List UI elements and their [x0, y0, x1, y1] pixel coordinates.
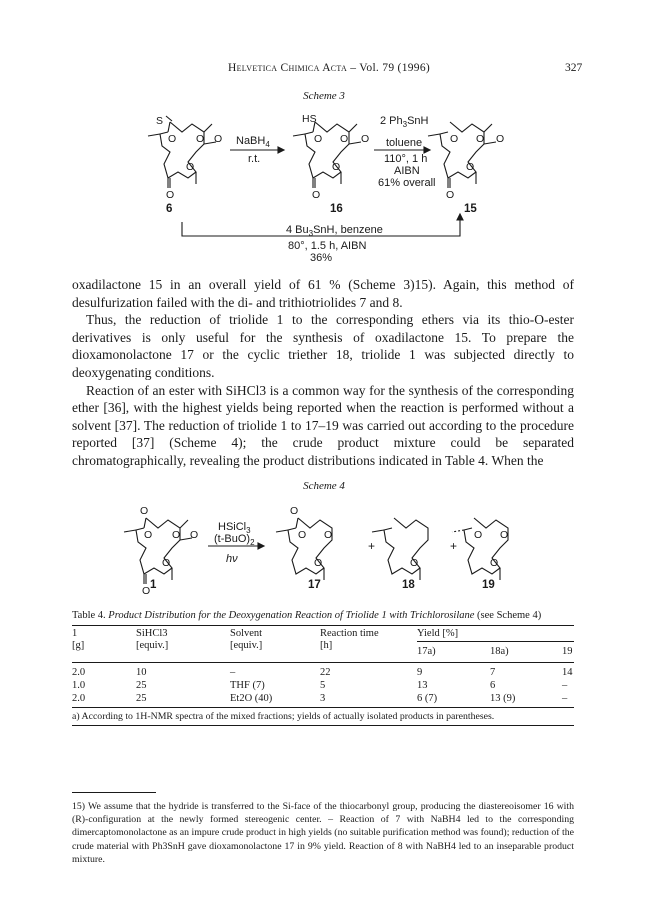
page-number: 327 [565, 62, 583, 74]
footnote-rule [72, 792, 156, 793]
col-header-time: Reaction time [320, 628, 379, 639]
col-header-yield: Yield [%] [417, 628, 459, 639]
compound-label-17: 17 [308, 579, 321, 591]
svg-text:O: O [490, 557, 499, 569]
svg-text:O: O [361, 133, 370, 145]
scheme-4-reagent-hv: hν [226, 553, 238, 565]
svg-text:O: O [312, 189, 321, 201]
scheme-3-reagent-rt: r.t. [248, 153, 261, 165]
scheme-3-title: Scheme 3 [303, 90, 345, 102]
table-4-caption: Table 4. Product Distribution for the Deoxygenation Reaction of Triolide 1 with Trichlorosilane (see Scheme 4) [72, 610, 542, 621]
plus-sign-2: + [450, 539, 458, 553]
svg-text:O: O [214, 133, 223, 145]
scheme-4-title: Scheme 4 [303, 480, 345, 492]
table-4-footnote: a) According to 1H-NMR spectra of the mixed fractions; yields of actually isolated products in parentheses. [72, 711, 495, 722]
table-4: 1 [g] SiHCl3 [equiv.] Solvent [equiv.] Reaction time [h] Yield [%] 17a) 18a) 19 2.0 1.0 2.0 10 25 25 – THF (7) Et2O (40) 22 5 3 9 13 6 (7) 7 6 13 (9) 14 – – a) According to 1H-NMR spectra of the mixed fractions; yields of actually isolated products in parentheses. [72, 625, 574, 726]
scheme-4-reagent-hsicl3: HSiCl$_3$ [218, 521, 251, 535]
svg-text:O: O [144, 529, 153, 541]
col-header-17: 17a) [417, 646, 436, 657]
paragraph-1: oxadilactone 15 in an overall yield of 61 % (Scheme 3)15). Again, this method of desulfurization failed with the di- and trithiotriolides 7 and 8. [72, 277, 574, 310]
body-text [72, 276, 574, 470]
compound-1-structure [124, 518, 192, 584]
col-header-18: 18a) [490, 646, 509, 657]
svg-text:O: O [450, 133, 459, 145]
scheme-3-reagent-toluene: toluene [386, 137, 423, 149]
scheme-3-reagent-yield: 61% overall [378, 177, 436, 189]
svg-text:O: O [314, 557, 323, 569]
compound-label-1: 1 [150, 579, 157, 591]
scheme-3-bottom-yield: 36% [310, 252, 333, 264]
compound-17-structure [276, 518, 332, 580]
plus-sign-1: + [368, 539, 376, 553]
svg-text:O: O [298, 529, 307, 541]
col-header-19: 19 [562, 646, 573, 657]
compound-18-structure [372, 518, 428, 580]
svg-text:S: S [156, 115, 164, 127]
table-row: 2.0 [72, 667, 86, 678]
compound-label-6: 6 [166, 203, 173, 215]
svg-text:O: O [142, 585, 151, 597]
svg-text:O: O [172, 529, 181, 541]
scheme-4-reagent-tbuo: $(t-BuO)_2$ [214, 533, 255, 547]
svg-text:O: O [332, 161, 341, 173]
compound-label-15: 15 [464, 203, 477, 215]
col-header-mass: 1 [72, 628, 78, 639]
footnote-marker: 15) [72, 801, 86, 812]
col-header-solvent: Solvent [230, 628, 263, 639]
svg-text:O: O [162, 557, 171, 569]
svg-text:O: O [186, 161, 195, 173]
scheme-3-reagent-aibn: AIBN [394, 165, 420, 177]
svg-text:O: O [476, 133, 485, 145]
svg-text:O: O [196, 133, 205, 145]
paragraph-3: Reaction of an ester with SiHCl3 is a common way for the synthesis of the corresponding ether [36], with the highest yields being reported when the reaction is performed without a solvent [37]. The reduction of triolide 1 to 17–19 was carried out according to the procedure reported [37] (Scheme 4); the crude product mixture could be separated chromatographically, revealing the product distributions indicated in Table 4. When the [72, 382, 574, 468]
svg-text:O: O [190, 529, 199, 541]
scheme-3-bottom-reagent: 4 $Bu_3SnH$, benzene [286, 224, 383, 238]
svg-text:O: O [168, 133, 177, 145]
compound-label-16: 16 [330, 203, 343, 215]
scheme-3-reagent-temp: 110°, 1 h [384, 153, 428, 165]
svg-text:O: O [496, 133, 505, 145]
scheme-3-reagent-nabh4: NaBH$_4$ [236, 135, 270, 149]
compound-15-structure [428, 122, 496, 188]
svg-text:O: O [446, 189, 455, 201]
col-header-sihcl3: SiHCl3 [136, 628, 168, 639]
svg-text:O: O [140, 505, 149, 517]
compound-16-structure [293, 122, 361, 188]
journal-header: Helvetica Chimica Acta – Vol. 79 (1996) [228, 62, 431, 74]
svg-text:O: O [166, 189, 175, 201]
scheme-4-diagram [118, 500, 528, 600]
svg-text:O: O [410, 557, 419, 569]
compound-19-structure [452, 518, 508, 580]
svg-text:O: O [474, 529, 483, 541]
scheme-3-diagram [130, 112, 510, 264]
scheme-3-reagent-ph3snh: 2 $Ph_3SnH$ [380, 115, 429, 129]
footnote-15 [72, 800, 574, 866]
svg-text:O: O [324, 529, 333, 541]
svg-text:O: O [500, 529, 509, 541]
scheme-3-bottom-conditions: 80°, 1.5 h, AIBN [288, 240, 367, 252]
svg-text:O: O [466, 161, 475, 173]
svg-text:O: O [314, 133, 323, 145]
paragraph-2: Thus, the reduction of triolide 1 to the corresponding ethers via its thio-O-ester derivatives is only useful for the synthesis of oxadilactone 15. To prepare the dioxamonolactone 17 or the cyclic triether 18, triolide 1 was subjected directly to deoxygenating conditions. [72, 312, 574, 380]
svg-text:HS: HS [302, 113, 317, 125]
compound-label-19: 19 [482, 579, 495, 591]
svg-text:O: O [340, 133, 349, 145]
footnote-text: We assume that the hydride is transferred to the Si-face of the thiocarbonyl group, producing the diastereoisomer 16 with (R)-configuration at the newly formed stereogenic center. – Reaction of 7 with NaBH4 led to the corresponding dimercaptomonolactone as an impure crude product in high yields (no suitable purification method was found); reduction of the crude material with Ph3SnH gave dioxamonolactone 17 in 9% yield. Reaction of 8 with NaBH4 led to an inseparable product mixture. [72, 801, 574, 865]
svg-text:O: O [290, 505, 299, 517]
compound-label-18: 18 [402, 579, 415, 591]
